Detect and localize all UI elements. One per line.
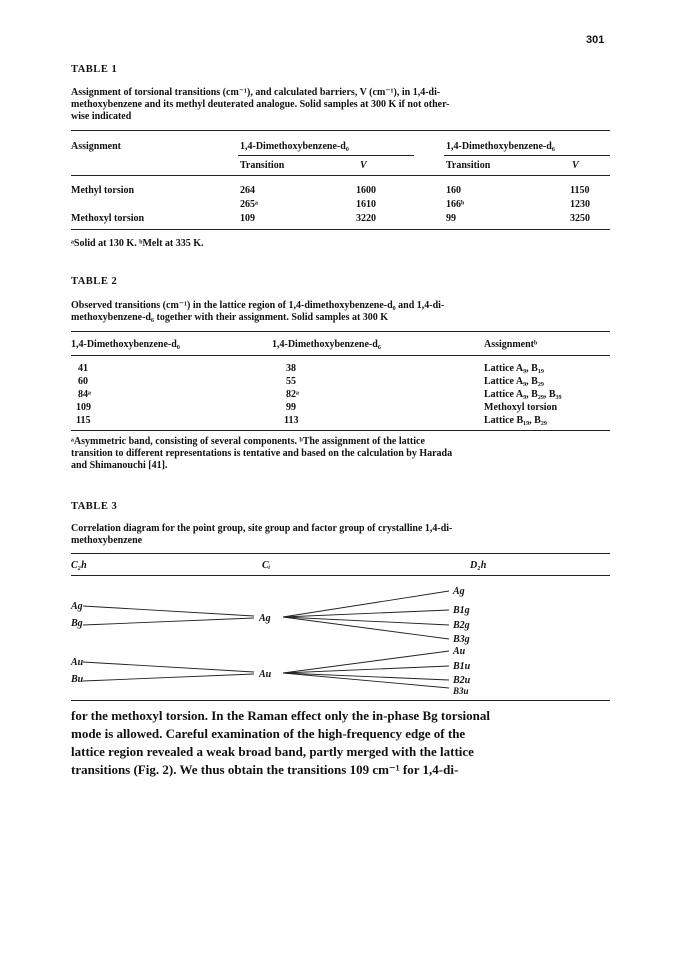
left-label: Bu [71,674,84,685]
table3-header-point-group: C₂h [71,560,87,571]
table1-barrier-d0: 3220 [356,213,376,224]
table2-assignment: Lattice A₉, B₂₉ [484,376,544,387]
right-label: B3g [453,634,470,645]
table1-header-rule [71,175,610,176]
table2-label: TABLE 2 [71,276,118,287]
left-label: Au [71,657,84,668]
table2-d6-value: 55 [286,376,296,387]
table1-group-rule-d0 [238,155,414,156]
caption-line: Correlation diagram for the point group, site group and factor group of crystalline 1,4-di- [71,523,453,534]
table1-group-rule-d6 [444,155,610,156]
table2-header-rule [71,355,610,356]
table2-header-assignment: Assignmentᵇ [484,339,538,350]
table2-d0-value: 60 [78,376,88,387]
table1-top-rule [71,130,610,131]
table1-footnote: ᵃSolid at 130 K. ᵇMelt at 335 K. [71,238,204,249]
table3-bottom-rule [71,700,610,701]
table1-barrier-d6: 3250 [570,213,590,224]
body-line: transitions (Fig. 2). We thus obtain the transitions 109 cm⁻¹ for 1,4-di- [71,762,459,777]
right-label: Ag [453,586,465,597]
table2-d6-value: 99 [286,402,296,413]
caption-line: methoxybenzene and its methyl deuterated analogue. Solid samples at 300 K if not other- [71,99,450,110]
table1-bottom-rule [71,229,610,230]
right-label: B1g [453,605,470,616]
body-line: mode is allowed. Careful examination of the high-frequency edge of the [71,726,466,741]
table1-sub-v-d0: V [360,160,367,171]
body-line: for the methoxyl torsion. In the Raman effect only the in-phase Bg torsional [71,708,490,723]
table1-header-group-d6: 1,4-Dimethoxybenzene-d₆ [446,141,555,152]
caption-line: methoxybenzene [71,535,143,546]
table1-transition-d6: 160 [446,185,461,196]
table1-transition-d0: 265ᵃ [240,199,258,210]
caption-line: methoxybenzene-d₆ together with their assignment. Solid samples at 300 K [71,312,389,323]
table1-barrier-d6: 1150 [570,185,590,196]
body-line: lattice region revealed a weak broad band, partly merged with the lattice [71,744,474,759]
caption-line: Observed transitions (cm⁻¹) in the lattice region of 1,4-dimethoxybenzene-d₀ and 1,4-di- [71,300,445,311]
table3-caption [71,523,612,547]
table2-d0-value: 115 [76,415,91,426]
table2-d6-value: 113 [284,415,299,426]
caption-line: Assignment of torsional transitions (cm⁻¹), and calculated barriers, V (cm⁻¹), in 1,4-di- [71,87,441,98]
table2-footnote [71,436,612,472]
table2-d0-value: 109 [76,402,91,413]
left-label: Ag [71,601,83,612]
table2-d0-value: 84ᵃ [78,389,91,400]
table2-header-d0: 1,4-Dimethoxybenzene-d₀ [71,339,180,350]
table2-top-rule [71,331,610,332]
page-number: 301 [586,34,605,46]
table1-barrier-d6: 1230 [570,199,590,210]
table2-d6-value: 82ᵃ [286,389,299,400]
footnote-line: and Shimanouchi [41]. [71,460,168,471]
body-paragraph [71,707,616,779]
table2-caption [71,300,612,324]
table1-sub-transition-d0: Transition [240,160,285,171]
caption-line: wise indicated [71,111,132,122]
table1-transition-d6: 166ᵇ [446,199,465,210]
table2-assignment: Lattice A₉, B₁₉ [484,363,544,374]
table3-header-factor-group: D₂h [470,560,487,571]
correlation-diagram [71,570,612,696]
table1-assignment: Methyl torsion [71,185,135,196]
table3-header-site-group: Cᵢ [262,560,271,571]
table3-label: TABLE 3 [71,501,118,512]
right-label: B1u [453,661,471,672]
right-label: B2g [453,620,470,631]
table2-d0-value: 41 [78,363,88,374]
table2-bottom-rule [71,430,610,431]
footnote-line: ᵃAsymmetric band, consisting of several components. ᵇThe assignment of the lattice [71,436,425,447]
table1-caption [71,87,612,123]
footnote-line: transition to different representations is tentative and based on the calculation by Harada [71,448,453,459]
table2-assignment: Lattice A₉, B₂₉, B₃₉ [484,389,562,400]
table2-assignment: Methoxyl torsion [484,402,558,413]
table2-assignment: Lattice B₁₉, B₂₉ [484,415,547,426]
table1-label: TABLE 1 [71,64,118,75]
table1-assignment: Methoxyl torsion [71,213,145,224]
table1-header-group-d0: 1,4-Dimethoxybenzene-d₀ [240,141,349,152]
table1-transition-d0: 109 [240,213,255,224]
right-label: Au [453,646,466,657]
table1-header-assignment: Assignment [71,141,122,152]
mid-label: Ag [259,613,271,624]
table1-sub-v-d6: V [572,160,579,171]
table1-sub-transition-d6: Transition [446,160,491,171]
right-label: B3u [453,686,469,696]
table2-header-d6: 1,4-Dimethoxybenzene-d₆ [272,339,381,350]
mid-label: Au [259,669,272,680]
table3-top-rule [71,553,610,554]
table1-transition-d0: 264 [240,185,255,196]
right-label: B2u [453,675,471,686]
table1-barrier-d0: 1610 [356,199,376,210]
table1-barrier-d0: 1600 [356,185,376,196]
table1-transition-d6: 99 [446,213,456,224]
table2-d6-value: 38 [286,363,296,374]
left-label: Bg [71,618,83,629]
